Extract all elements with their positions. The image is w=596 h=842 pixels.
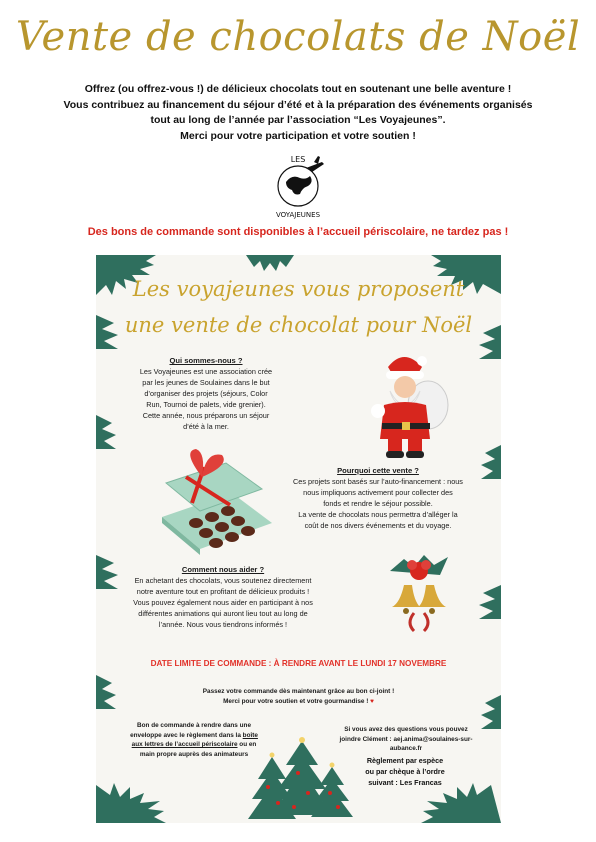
why-line: nous impliquons activement pour collecter des [303,488,453,497]
who-heading: Qui sommes-nous ? [169,356,243,365]
why-line: coût de nos divers événements et du voyage. [304,521,452,530]
order-deadline: DATE LIMITE DE COMMANDE : À RENDRE AVANT LE LUNDI 17 NOVEMBRE [150,659,447,668]
who-line: d’été à la mer. [183,422,229,431]
help-heading: Comment nous aider ? [181,565,265,574]
return-line-part: aux lettres de l’accueil périscolaire [131,741,238,748]
questions-line: Si vous avez des questions vous pouvez [344,726,468,733]
who-line: Run, Tournoi de palets, vide grenier). [146,400,266,409]
who-section [126,355,286,432]
chocolate-box-illustration [156,447,276,553]
why-line: Ces projets sont basés sur l’auto-financement : nous [293,477,463,486]
return-line-part: boîte [242,731,258,739]
voyajeunes-logo [262,148,334,220]
help-line: l’année. Nous vous tiendrons informés ! [158,620,288,629]
why-line: fonds et rendre le séjour possible. [323,499,433,508]
intro-line: Merci pour votre participation et votre soutien ! [180,129,416,142]
return-line: main propre auprès des animateurs [139,750,249,758]
intro-line: Offrez (ou offrez-vous !) de délicieux chocolats tout en soutenant une belle aventure ! [84,83,512,95]
logo-text-top: LES [290,155,306,164]
intro-text [30,82,566,144]
return-line-part: ou en [237,741,257,748]
why-section [276,465,480,531]
why-heading: Pourquoi cette vente ? [337,466,419,475]
page-title: Vente de chocolats de Noël [15,14,581,60]
who-line: d’organiser des projets (séjours, Color [144,389,268,398]
payment-line: suivant : Les Francas [368,778,442,787]
payment-line: Règlement par espèce [366,756,444,765]
christmas-bells-illustration [376,551,462,633]
heart-icon: ♥ [370,697,374,705]
help-line: notre aventure tout en profitant de délicieux produits ! [136,587,310,596]
who-line: Les Voyajeunes est une association crée [139,367,273,376]
order-line [156,697,441,707]
order-line: Passez votre commande dès maintenant grâce au bon ci-joint ! [202,688,395,695]
help-line: En achetant des chocolats, vous soutenez directement [134,576,312,585]
help-section [110,564,336,630]
who-line: Cette année, nous préparons un séjour [142,411,270,420]
questions-line: aubance.fr [389,745,423,752]
flyer-title-line2: une vente de chocolat pour Noël [124,313,473,337]
order-line-text: Merci pour votre soutien et votre gourmandise ! [223,697,369,705]
help-line: différentes animations qui auront lieu tout au long de [138,609,308,618]
help-line: Vous pouvez également nous aider en participant à nos [133,598,313,607]
flyer-title-line1: Les voyajeunes vous proposent [132,277,465,301]
order-message [156,687,441,706]
who-line: par les jeunes de Soulaines dans le but [142,378,270,387]
santa-illustration [358,347,450,461]
return-line-part: enveloppe avec le règlement dans la [130,731,243,739]
why-line: La vente de chocolats nous permettra d’alléger la [298,510,458,519]
questions-line: joindre Clément : aej.anima@soulaines-sur- [339,735,473,743]
christmas-trees-illustration [246,737,356,821]
logo-text-bottom: VOYAJEUNES [275,211,321,219]
flyer [96,255,501,823]
intro-line: tout au long de l’année par l’association “Les Voyajeunes”. [150,114,446,126]
payment-line: ou par chèque à l’ordre [365,767,445,776]
intro-line: Vous contribuez au financement du séjour d’été et à la préparation des événements organisés [63,98,533,111]
order-form-notice: Des bons de commande sont disponibles à l’accueil périscolaire, ne tardez pas ! [87,226,509,238]
return-line: Bon de commande à rendre dans une [137,722,251,729]
